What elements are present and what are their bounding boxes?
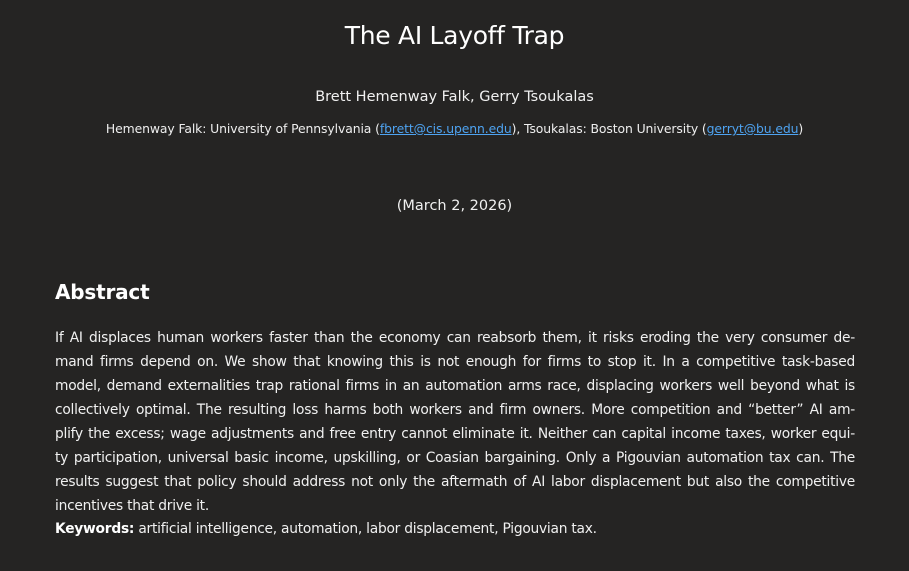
keywords [55,518,855,540]
abstract-line: plify the excess; wage adjustments and free entry cannot eliminate it. Neither can capital income taxes, worker equi- [55,426,855,442]
paper-title: The AI Layoff Trap [344,21,565,50]
affiliation-text-1: Hemenway Falk: University of Pennsylvania ( [105,121,380,136]
affiliation-text-3: ) [798,121,804,136]
abstract-body [55,326,855,518]
author-affiliations [0,121,909,136]
email-link-fbrett[interactable]: fbrett@cis.upenn.edu [379,121,512,136]
abstract-line: mand firms depend on. We show that knowing this is not enough for firms to stop it. In a competitive task-based [55,354,855,370]
abstract-line: model, demand externalities trap rational firms in an automation arms race, displacing workers well beyond what is [55,378,855,394]
abstract-line: ty participation, universal basic income, upskilling, or Coasian bargaining. Only a Pigouvian automation tax can. The [55,450,855,466]
abstract-line: results suggest that policy should address not only the aftermath of AI labor displacement but also the competitive [55,474,855,490]
keywords-text: artificial intelligence, automation, labor displacement, Pigouvian tax. [134,521,597,537]
affiliation-text-2: ), Tsoukalas: Boston University ( [511,121,707,136]
email-link-gerryt[interactable]: gerryt@bu.edu [706,121,799,136]
abstract-heading: Abstract [55,280,150,304]
abstract-line: collectively optimal. The resulting loss harms both workers and firm owners. More competition and “better” AI am- [55,402,855,418]
keywords-label: Keywords: [55,521,135,537]
paper-authors: Brett Hemenway Falk, Gerry Tsoukalas [315,89,594,105]
abstract-line: If AI displaces human workers faster than the economy can reabsorb them, it risks eroding the very consumer de- [55,330,855,346]
paper-date: (March 2, 2026) [396,198,513,214]
abstract-line: incentives that drive it. [55,498,209,514]
